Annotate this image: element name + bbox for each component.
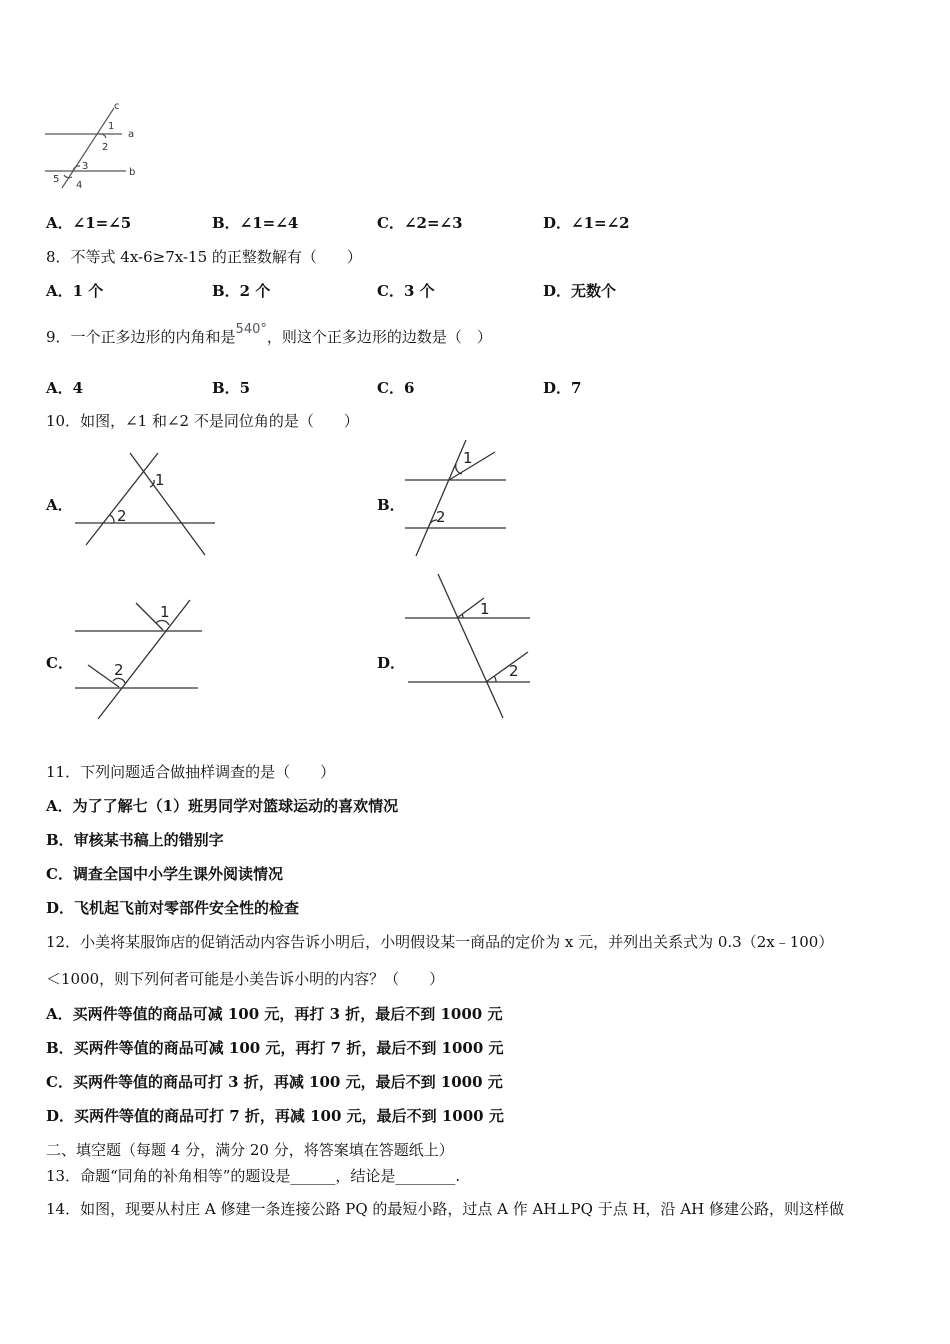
label-b: b	[129, 167, 136, 178]
section2-heading: 二、填空题（每题 4 分，满分 20 分，将答案填在答题纸上）	[46, 1141, 454, 1159]
q10-b-angle-1: 1	[463, 449, 473, 467]
label-2: 2	[102, 142, 109, 153]
label-4: 4	[76, 180, 83, 191]
q7-option-c[interactable]: C．∠2=∠3	[377, 214, 463, 232]
label-1: 1	[108, 121, 115, 132]
q10-figure-b	[400, 438, 520, 558]
q10-c-angle-1: 1	[160, 603, 170, 621]
q10-b-angle-2: 2	[436, 508, 446, 526]
q11-stem: 11．下列问题适合做抽样调查的是（ ）	[46, 763, 336, 781]
q14-stem: 14．如图，现要从村庄 A 修建一条连接公路 PQ 的最短小路，过点 A 作 AH⊥PQ 于点 H，沿 AH 修建公路，则这样做	[46, 1200, 844, 1218]
q8-option-d[interactable]: D．无数个	[543, 282, 617, 300]
label-c: c	[114, 101, 120, 112]
q10-stem: 10．如图，∠1 和∠2 不是同位角的是（ ）	[46, 412, 359, 430]
q8-option-b[interactable]: B．2 个	[212, 282, 271, 300]
q9-stem	[46, 322, 492, 347]
q12-option-a[interactable]: A．买两件等值的商品可减 100 元，再打 3 折，最后不到 1000 元	[46, 1005, 503, 1023]
q8-option-a[interactable]: A．1 个	[46, 282, 104, 300]
q11-option-c[interactable]: C．调查全国中小学生课外阅读情况	[46, 865, 283, 883]
q10-figure-d	[400, 572, 540, 722]
q10-figure-a	[70, 445, 220, 565]
q12-option-c[interactable]: C．买两件等值的商品可打 3 折，再减 100 元，最后不到 1000 元	[46, 1073, 503, 1091]
q12-option-d[interactable]: D．买两件等值的商品可打 7 折，再减 100 元，最后不到 1000 元	[46, 1107, 504, 1125]
q10-d-angle-1: 1	[480, 600, 490, 618]
q8-option-c[interactable]: C．3 个	[377, 282, 435, 300]
q7-option-d[interactable]: D．∠1=∠2	[543, 214, 630, 232]
q7-option-a[interactable]: A．∠1=∠5	[46, 214, 132, 232]
q12-stem-line2: ＜1000，则下列何者可能是小美告诉小明的内容？（ ）	[46, 970, 445, 988]
q9-option-c[interactable]: C．6	[377, 379, 415, 397]
q9-option-b[interactable]: B．5	[212, 379, 251, 397]
q9-stem-start: 9．一个正多边形的内角和是	[46, 328, 236, 346]
label-5: 5	[53, 174, 60, 185]
q12-stem-line1: 12．小美将某服饰店的促销活动内容告诉小明后，小明假设某一商品的定价为 x 元，并列出关系式为 0.3（2x﹣100）	[46, 933, 834, 951]
q9-stem-end: ，则这个正多边形的边数是（ ）	[266, 328, 492, 346]
q10-c-angle-2: 2	[114, 661, 124, 679]
label-3: 3	[82, 161, 89, 172]
q10-a-angle-2: 2	[117, 507, 127, 525]
q10-option-a[interactable]: A．	[46, 496, 73, 514]
q13-stem: 13．命题“同角的补角相等”的题设是______，结论是________.	[46, 1167, 461, 1185]
q8-stem: 8．不等式 4x-6≥7x-15 的正整数解有（ ）	[46, 248, 362, 266]
q12-option-b[interactable]: B．买两件等值的商品可减 100 元，再打 7 折，最后不到 1000 元	[46, 1039, 504, 1057]
q10-option-b[interactable]: B．	[377, 496, 405, 514]
q9-option-a[interactable]: A．4	[46, 379, 84, 397]
q7-option-b[interactable]: B．∠1=∠4	[212, 214, 299, 232]
q10-figure-c	[70, 595, 210, 725]
q10-option-d[interactable]: D．	[377, 654, 406, 672]
q11-option-d[interactable]: D．飞机起飞前对零部件安全性的检查	[46, 899, 300, 917]
q11-option-a[interactable]: A．为了了解七（1）班男同学对篮球运动的喜欢情况	[46, 797, 399, 815]
q11-option-b[interactable]: B．审核某书稿上的错别字	[46, 831, 224, 849]
q10-d-angle-2: 2	[509, 662, 519, 680]
label-a: a	[128, 129, 135, 140]
q9-angle: 540°	[235, 322, 267, 337]
q9-option-d[interactable]: D．7	[543, 379, 582, 397]
parallel-lines-figure	[40, 100, 140, 190]
q10-a-angle-1: 1	[155, 471, 165, 489]
q10-option-c[interactable]: C．	[46, 654, 73, 672]
